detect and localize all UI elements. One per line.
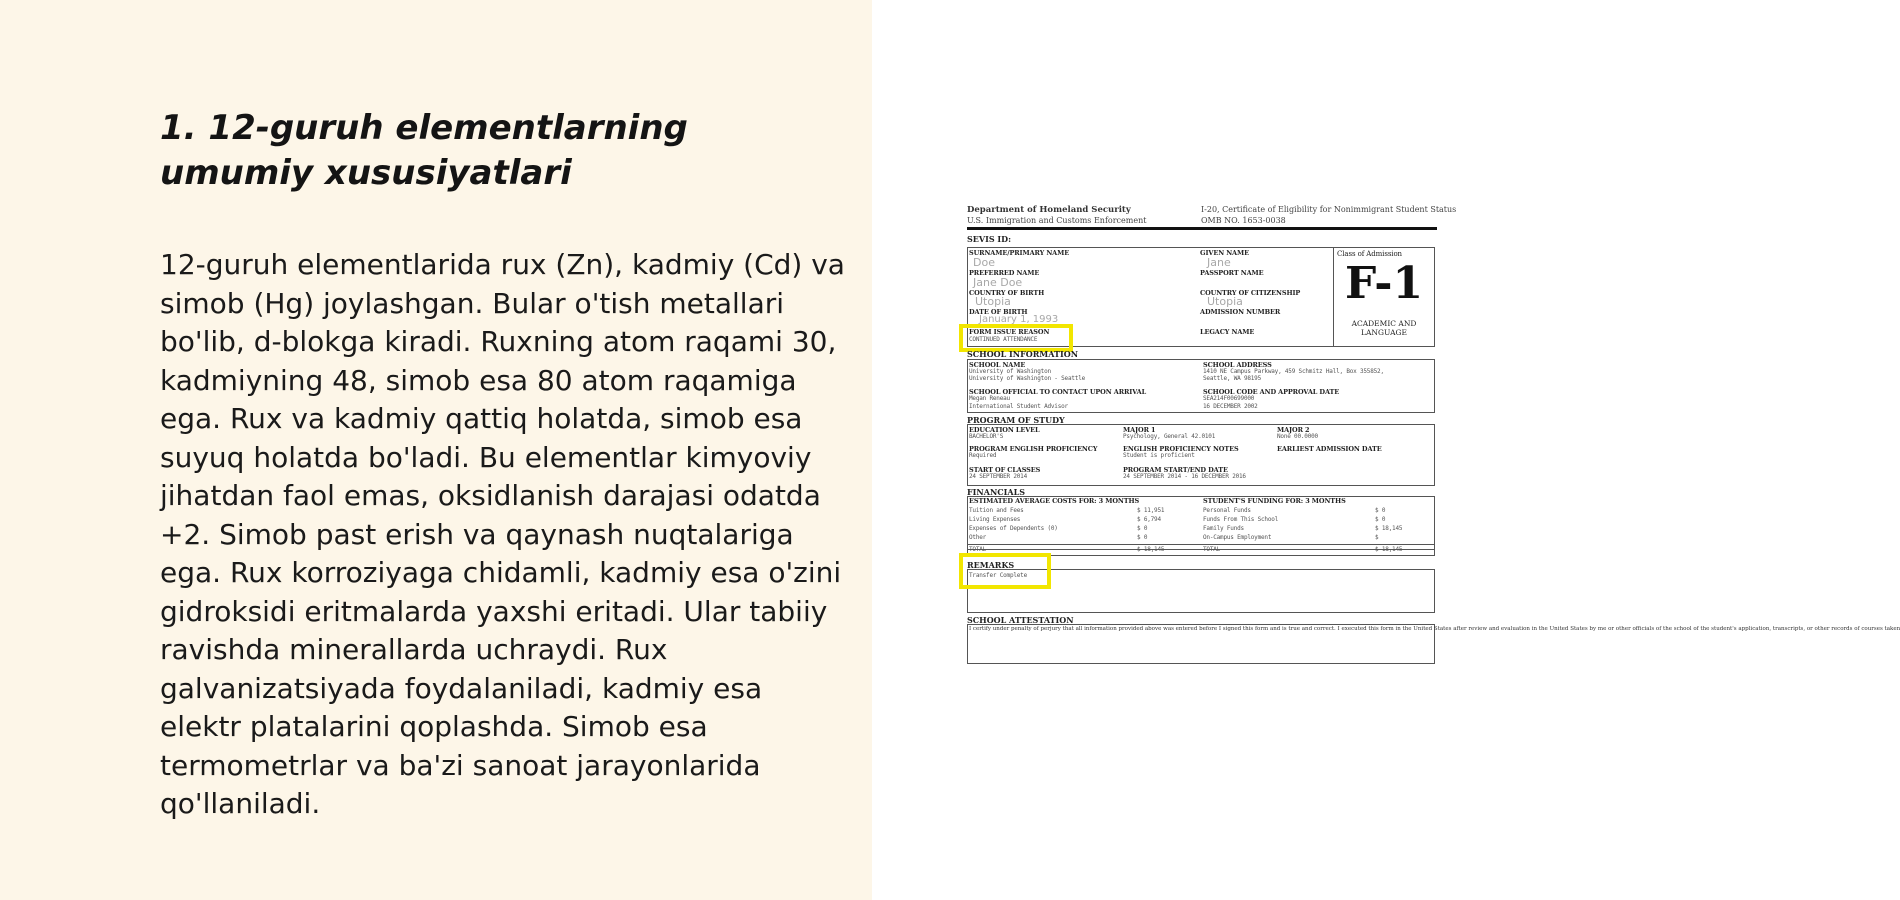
major1-value: Psychology, General 42.0101 (1123, 433, 1216, 440)
class-sub-1: ACADEMIC AND (1351, 319, 1417, 328)
given-value: Jane (1207, 256, 1231, 269)
preferred-label: PREFERRED NAME (969, 269, 1040, 277)
financials-heading: FINANCIALS (967, 487, 1025, 497)
program-dates-value: 24 SEPTEMBER 2014 - 16 DECEMBER 2016 (1123, 473, 1246, 480)
edu-label: EDUCATION LEVEL (969, 426, 1040, 434)
highlight-issue-reason (959, 324, 1073, 352)
admission-label: ADMISSION NUMBER (1200, 308, 1281, 316)
total-funding: $ 18,145 (1375, 546, 1403, 553)
cost-row-label: Tuition and Fees (969, 507, 1024, 514)
official-2: International Student Advisor (969, 403, 1068, 410)
funding-label: STUDENT'S FUNDING FOR: 3 MONTHS (1203, 497, 1346, 505)
cost-row-label: Other (969, 534, 987, 541)
funding-row-amount: $ (1375, 534, 1379, 541)
coc-label: COUNTRY OF CITIZENSHIP (1200, 289, 1301, 297)
form-sevis-id: SEVIS ID: (967, 234, 1012, 244)
school-address-2: Seattle, WA 98195 (1203, 375, 1262, 382)
major2-value: None 00.0000 (1277, 433, 1318, 440)
remarks-value: Transfer Complete (969, 572, 1028, 579)
start-value: 24 SEPTEMBER 2014 (969, 473, 1028, 480)
school-address-1: 1410 NE Campus Parkway, 459 Schmitz Hall, Box 355852, (1203, 368, 1384, 375)
major1-label: MAJOR 1 (1123, 426, 1156, 434)
attestation-heading: SCHOOL ATTESTATION (967, 615, 1074, 625)
total-costs-label: TOTAL (969, 546, 987, 553)
eng-value: Required (969, 452, 997, 459)
legacy-label: LEGACY NAME (1200, 328, 1255, 336)
funding-row-label: Personal Funds (1203, 507, 1251, 514)
form-agency-2: U.S. Immigration and Customs Enforcement (967, 216, 1147, 225)
attestation-text: I certify under penalty of perjury that all information provided above was entered before I signed this form and is true and correct. I executed this form in the United States after review and evaluation in the United States by me or other officials of the school of the student's application, transcripts, or other records of courses taken (969, 626, 1900, 632)
given-label: GIVEN NAME (1200, 249, 1249, 257)
slide-title: 1. 12-guruh elementlarning umumiy xususiyatlari (160, 108, 688, 193)
approval-label: SCHOOL CODE AND APPROVAL DATE (1203, 388, 1340, 396)
costs-label: ESTIMATED AVERAGE COSTS FOR: 3 MONTHS (969, 497, 1140, 505)
reason-value: CONTINUED ATTENDANCE (969, 336, 1038, 343)
surname-value: Doe (973, 256, 995, 269)
funding-row-label: Family Funds (1203, 525, 1244, 532)
cost-row-amount: $ 11,951 (1137, 507, 1165, 514)
edu-value: BACHELOR'S (969, 433, 1004, 440)
form-omb: OMB NO. 1653-0038 (1201, 216, 1286, 225)
school-address-label: SCHOOL ADDRESS (1203, 361, 1272, 369)
dob-value: January 1, 1993 (979, 314, 1059, 325)
form-header-rule (967, 227, 1437, 230)
funding-row-label: On-Campus Employment (1203, 534, 1272, 541)
i20-form-image (965, 205, 1900, 655)
cost-row-amount: $ 0 (1137, 525, 1148, 532)
eng-label: PROGRAM ENGLISH PROFICIENCY (969, 445, 1098, 453)
school-name-label: SCHOOL NAME (969, 361, 1026, 369)
funding-row-amount: $ 18,145 (1375, 525, 1403, 532)
cost-row-amount: $ 0 (1137, 534, 1148, 541)
program-dates-label: PROGRAM START/END DATE (1123, 466, 1228, 474)
surname-label: SURNAME/PRIMARY NAME (969, 249, 1070, 257)
school-name-2: University of Washington - Seattle (969, 375, 1086, 382)
class-sub-2: LANGUAGE (1361, 328, 1407, 337)
preferred-value: Jane Doe (973, 276, 1023, 289)
approval-1: SEA214F00699000 (1203, 395, 1255, 402)
cost-row-amount: $ 6,794 (1137, 516, 1161, 523)
funding-row-amount: $ 0 (1375, 507, 1386, 514)
funding-row-amount: $ 0 (1375, 516, 1386, 523)
reason-label: FORM ISSUE REASON (969, 328, 1050, 336)
slide-body-text: 12-guruh elementlarida rux (Zn), kadmiy (Cd) va simob (Hg) joylashgan. Bular o'tish metallari bo'lib, d-blokga kiradi. Ruxning atom raqami 30, kadmiyning 48, simob esa 80 atom raqamiga ega. Rux va kadmiy qattiq holatda, simob esa suyuq holatda bo'ladi. Bu elementlar kimyoviy jihatdan faol emas, oksidlanish darajasi odatda +2. Simob past erish va qaynash nuqtalariga ega. Rux korroziyaga chidamli, kadmiy esa o'zini gidroksidi eritmalarda yaxshi eritadi. Ular tabiiy ravishda minerallarda uchraydi. Rux galvanizatsiyada foydalaniladi, kadmiy esa elektr platalarini qoplashda. Simob esa termometrlar va ba'zi sanoat jarayonlarida qo'llaniladi. (160, 248, 845, 820)
eng-notes-label: ENGLISH PROFICIENCY NOTES (1123, 445, 1239, 453)
class-value: F-1 (1345, 258, 1424, 309)
start-label: START OF CLASSES (969, 466, 1041, 474)
total-funding-label: TOTAL (1203, 546, 1221, 553)
official-1: Megan Reneau (969, 395, 1010, 402)
coc-value: Utopia (1207, 295, 1243, 308)
cob-value: Utopia (975, 295, 1011, 308)
funding-row-label: Funds From This School (1203, 516, 1279, 523)
program-heading: PROGRAM OF STUDY (967, 415, 1065, 425)
cost-row-label: Expenses of Dependents (0) (969, 525, 1058, 532)
approval-2: 16 DECEMBER 2002 (1203, 403, 1258, 410)
form-agency-1: Department of Homeland Security (967, 205, 1131, 215)
cost-row-label: Living Expenses (969, 516, 1021, 523)
major2-label: MAJOR 2 (1277, 426, 1310, 434)
dob-label: DATE OF BIRTH (969, 308, 1028, 316)
earliest-label: EARLIEST ADMISSION DATE (1277, 445, 1382, 453)
form-title: I-20, Certificate of Eligibility for Nonimmigrant Student Status (1201, 205, 1457, 214)
total-costs: $ 18,145 (1137, 546, 1165, 553)
cob-label: COUNTRY OF BIRTH (969, 289, 1045, 297)
form-personal-divider (1333, 247, 1334, 347)
class-label: Class of Admission (1337, 250, 1402, 258)
school-name-1: University of Washington (969, 368, 1051, 375)
passport-label: PASSPORT NAME (1200, 269, 1264, 277)
eng-notes-value: Student is proficient (1123, 452, 1195, 459)
remarks-heading: REMARKS (967, 560, 1015, 570)
official-label: SCHOOL OFFICIAL TO CONTACT UPON ARRIVAL (969, 388, 1147, 396)
highlight-remarks (959, 553, 1051, 589)
school-info-heading: SCHOOL INFORMATION (967, 349, 1079, 359)
